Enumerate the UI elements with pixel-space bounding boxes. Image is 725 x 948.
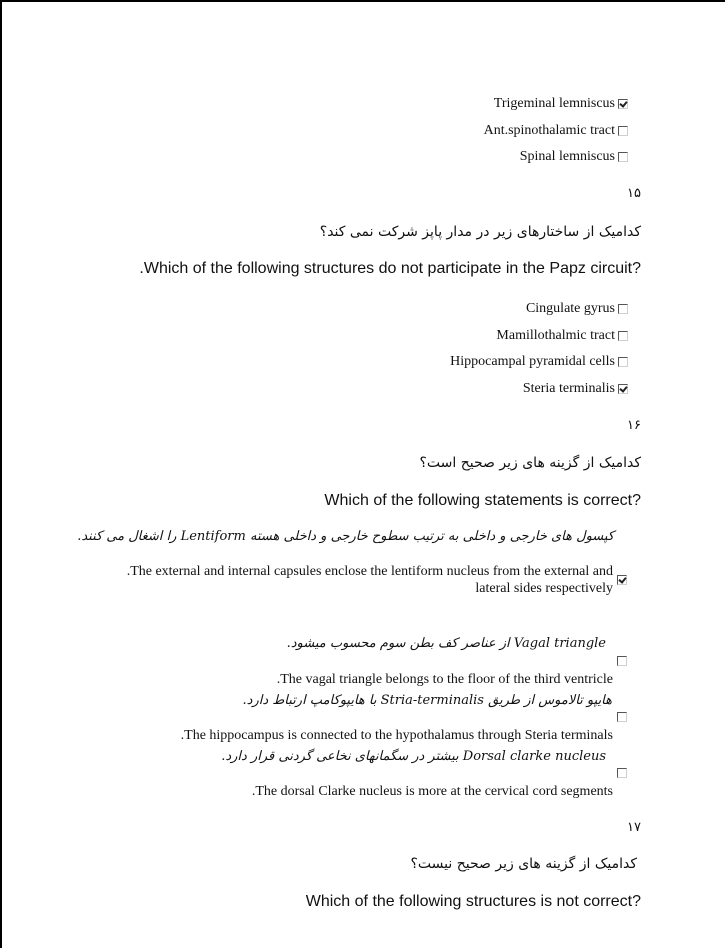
checkbox[interactable] — [617, 656, 627, 666]
q15-option-4[interactable] — [523, 380, 628, 398]
q15-option-3[interactable] — [450, 353, 628, 371]
q15-option-1[interactable] — [526, 300, 628, 318]
option-text-en: .The external and internal capsules enclose the lentiform nucleus from the external and — [126, 564, 613, 579]
option-label: Ant.spinothalamic tract — [483, 123, 615, 138]
checkbox[interactable] — [618, 152, 628, 162]
question-number: ۱۶ — [627, 418, 641, 433]
option-label: Cingulate gyrus — [525, 301, 615, 316]
option-label: Trigeminal lemniscus — [493, 96, 615, 111]
checkbox[interactable] — [618, 304, 628, 314]
q15-option-2[interactable] — [496, 327, 628, 345]
option-text-en: lateral sides respectively — [475, 581, 613, 596]
page-left-border — [0, 0, 2, 948]
q14-option-2[interactable] — [484, 122, 628, 140]
question-text-fa: کدامیک از گزینه های زیر صحیح است؟ — [419, 455, 641, 471]
checkbox[interactable] — [617, 768, 627, 778]
option-text-en: .The dorsal Clarke nucleus is more at the cervical cord segments — [251, 784, 613, 799]
option-label: Spinal lemniscus — [519, 149, 615, 164]
checkbox-checked[interactable] — [618, 99, 628, 109]
option-text-en: .The vagal triangle belongs to the floor of the third ventricle — [276, 672, 613, 687]
checkbox[interactable] — [618, 126, 628, 136]
option-text-en: .The hippocampus is connected to the hypothalamus through Steria terminals — [180, 728, 613, 743]
question-text-fa: کدامیک از گزینه های زیر صحیح نیست؟ — [410, 856, 637, 872]
checkbox[interactable] — [618, 331, 628, 341]
option-text-fa: Dorsal clarke nucleus بیشتر در سگمانهای نخاعی گردنی قرار دارد. — [221, 749, 606, 764]
option-label: Steria terminalis — [522, 381, 615, 396]
checkbox-checked[interactable] — [617, 575, 627, 585]
option-label: Hippocampal pyramidal cells — [450, 354, 615, 369]
checkbox[interactable] — [617, 712, 627, 722]
question-number: ۱۵ — [627, 186, 641, 201]
checkbox[interactable] — [618, 357, 628, 367]
question-text-en: .Which of the following structures do not participate in the Papz circuit? — [139, 260, 641, 277]
option-text-fa: کپسول های خارجی و داخلی به ترتیب سطوح خارجی و داخلی هسته Lentiform را اشغال می کنند. — [77, 529, 614, 544]
question-text-en: Which of the following structures is not correct? — [305, 893, 641, 910]
option-label: Mamillothalmic tract — [496, 328, 615, 343]
checkbox-checked[interactable] — [618, 384, 628, 394]
option-text-fa: Vagal triangle از عناصر کف بطن سوم محسوب میشود. — [286, 636, 606, 651]
question-text-en: Which of the following statements is correct? — [324, 492, 641, 509]
q14-option-1[interactable] — [494, 95, 628, 113]
page-top-border — [0, 0, 725, 2]
question-text-fa: کدامیک از ساختارهای زیر در مدار پاپز شرکت نمی کند؟ — [319, 224, 641, 240]
question-number: ۱۷ — [627, 820, 641, 835]
q14-option-3[interactable] — [520, 148, 628, 166]
option-text-fa: هایپو تالاموس از طریق Stria-terminalis با هایپوکامپ ارتباط دارد. — [242, 693, 612, 708]
